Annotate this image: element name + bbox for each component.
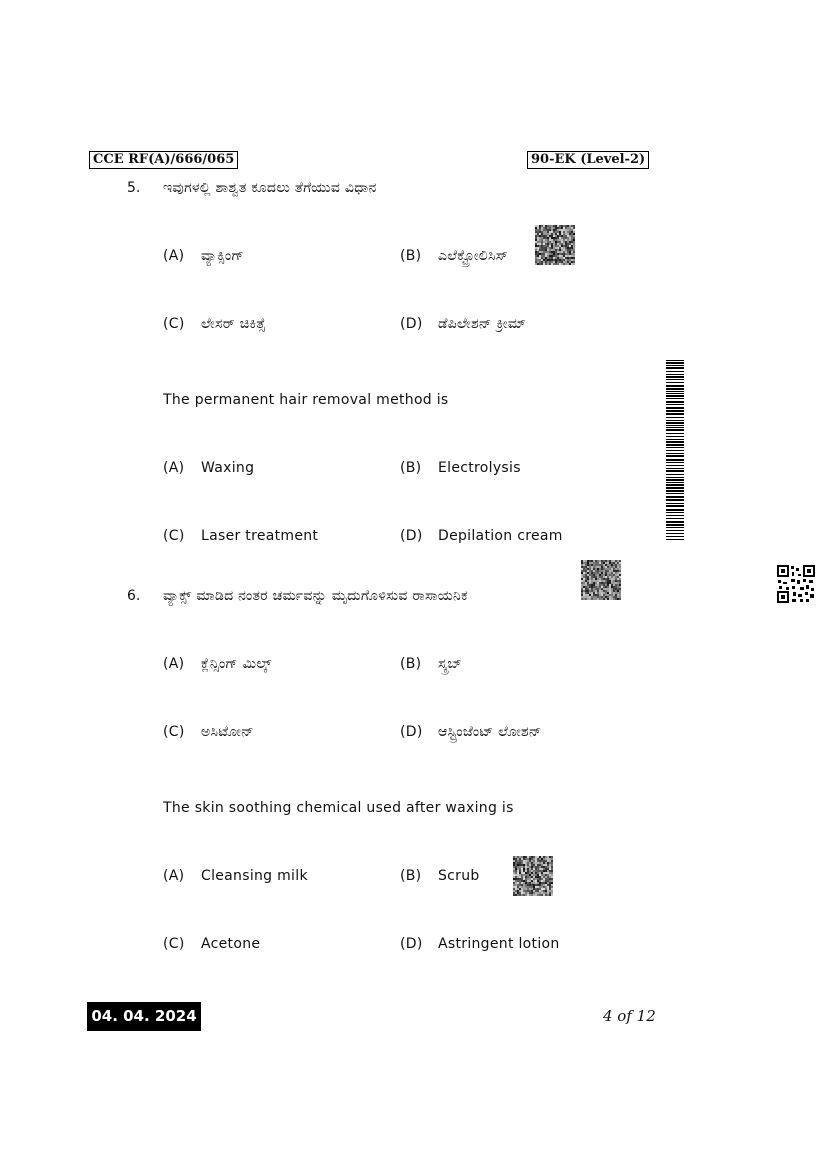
option-text: ಸ್ಕ್ರಬ್ xyxy=(438,656,462,672)
option-text: ಲೇಸರ್ ಚಿಕಿತ್ಸೆ xyxy=(201,316,266,332)
option-label: (C) xyxy=(163,316,185,332)
q5-kn-option-c xyxy=(163,316,266,332)
option-text: Electrolysis xyxy=(438,460,521,476)
option-label: (A) xyxy=(163,248,185,264)
q6-en-option-b xyxy=(400,868,480,884)
q5-en-option-d xyxy=(400,528,563,544)
option-text: Scrub xyxy=(438,868,480,884)
option-label: (A) xyxy=(163,460,185,476)
option-label: (B) xyxy=(400,656,422,672)
qr-code-icon xyxy=(776,564,816,604)
q6-kn-option-a xyxy=(163,656,272,672)
option-text: Laser treatment xyxy=(201,528,319,544)
page-number: 4 of 12 xyxy=(603,1007,656,1025)
option-label: (D) xyxy=(400,528,423,544)
option-label: (B) xyxy=(400,248,422,264)
option-label: (C) xyxy=(163,936,185,952)
option-text: Astringent lotion xyxy=(438,936,560,952)
q5-kn-option-a xyxy=(163,248,244,264)
q6-en-option-d xyxy=(400,936,560,952)
noise-pattern-icon xyxy=(535,225,575,265)
option-label: (B) xyxy=(400,460,422,476)
option-label: (D) xyxy=(400,724,423,740)
option-text: ಅಸಿಟೋನ್ xyxy=(201,724,254,740)
question-5-number: 5. xyxy=(127,180,141,196)
option-text: ಆಸ್ಟ್ರಿಂಜೆಂಟ್ ಲೋಶನ್ xyxy=(438,724,542,740)
option-text: Depilation cream xyxy=(438,528,563,544)
q6-kn-option-b xyxy=(400,656,462,672)
question-6-stem-kannada: ವ್ಯಾಕ್ಸ್ ಮಾಡಿದ ನಂತರ ಚರ್ಮವನ್ನು ಮೃದುಗೊಳಿಸುವ ರಾಸಾಯನಿಕ xyxy=(163,588,468,604)
q6-kn-option-d xyxy=(400,724,542,740)
paper-code-left: CCE RF(A)/666/065 xyxy=(89,151,238,169)
q6-en-option-a xyxy=(163,868,308,884)
question-6-number: 6. xyxy=(127,588,141,604)
option-text: Waxing xyxy=(201,460,255,476)
noise-pattern-icon xyxy=(581,560,621,600)
q5-en-option-c xyxy=(163,528,318,544)
option-label: (B) xyxy=(400,868,422,884)
option-label: (D) xyxy=(400,936,423,952)
question-5-stem-english: The permanent hair removal method is xyxy=(163,392,449,408)
option-text: ಕ್ಲೆನ್ಸಿಂಗ್ ಮಿಲ್ಕ್ xyxy=(201,656,272,672)
option-text: ವ್ಯಾಕ್ಸಿಂಗ್ xyxy=(201,248,244,264)
option-text: Cleansing milk xyxy=(201,868,308,884)
q5-en-option-a xyxy=(163,460,254,476)
question-5-stem-kannada: ಇವುಗಳಲ್ಲಿ ಶಾಶ್ವತ ಕೂದಲು ತೆಗೆಯುವ ವಿಧಾನ xyxy=(163,180,377,196)
paper-code-right: 90-EK (Level-2) xyxy=(527,151,649,169)
option-label: (A) xyxy=(163,656,185,672)
question-6-stem-english: The skin soothing chemical used after waxing is xyxy=(163,800,514,816)
option-label: (C) xyxy=(163,528,185,544)
option-label: (A) xyxy=(163,868,185,884)
q5-kn-option-b xyxy=(400,248,508,264)
option-text: ಡೆಪಿಲೇಶನ್ ಕ್ರೀಮ್ xyxy=(438,316,526,332)
q5-en-option-b xyxy=(400,460,521,476)
barcode-icon xyxy=(666,360,684,540)
q6-kn-option-c xyxy=(163,724,254,740)
exam-date: 04. 04. 2024 xyxy=(87,1002,201,1031)
option-text: Acetone xyxy=(201,936,261,952)
q6-en-option-c xyxy=(163,936,260,952)
noise-pattern-icon xyxy=(513,856,553,896)
q5-kn-option-d xyxy=(400,316,526,332)
option-label: (D) xyxy=(400,316,423,332)
option-text: ಎಲೆಕ್ಟ್ರೋಲಿಸಿಸ್ xyxy=(438,248,508,264)
option-label: (C) xyxy=(163,724,185,740)
